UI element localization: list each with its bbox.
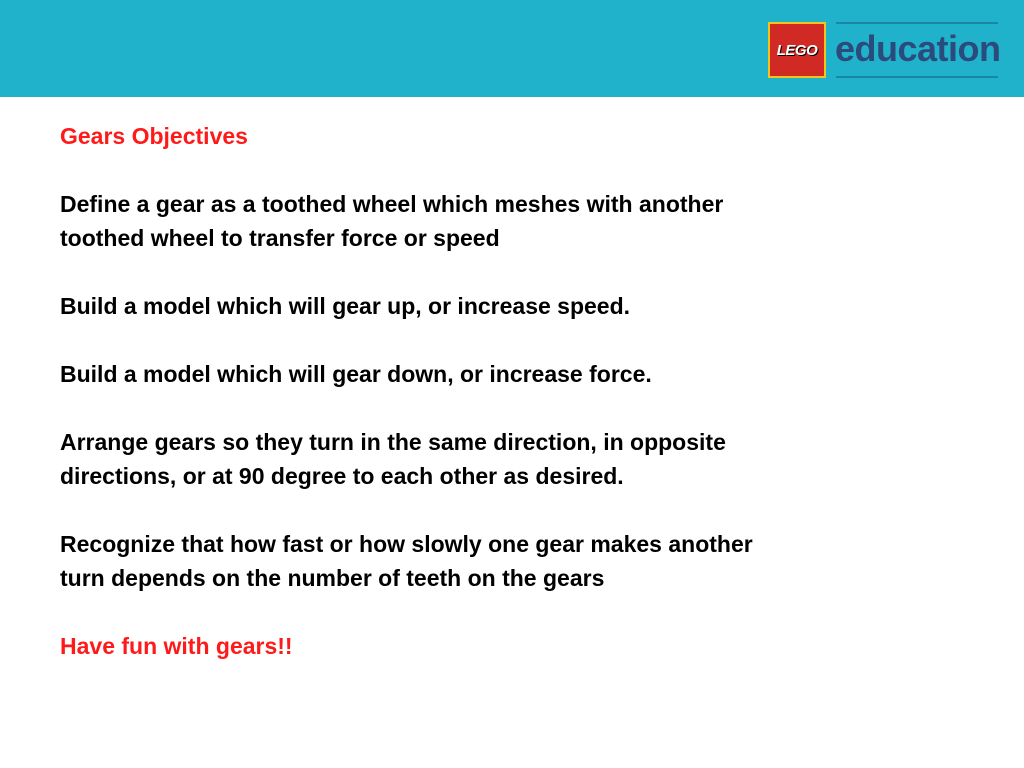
spacer bbox=[60, 595, 960, 629]
objective-line: turn depends on the number of teeth on the gears bbox=[60, 565, 605, 591]
objective-item bbox=[60, 187, 960, 255]
lego-logo-box bbox=[768, 22, 826, 78]
objective-item bbox=[60, 289, 960, 323]
objective-item bbox=[60, 425, 960, 493]
education-wordmark: education bbox=[835, 28, 1001, 69]
spacer bbox=[60, 493, 960, 527]
spacer bbox=[60, 255, 960, 289]
objective-line: toothed wheel to transfer force or speed bbox=[60, 225, 500, 251]
objective-line: Arrange gears so they turn in the same direction, in opposite bbox=[60, 429, 726, 455]
slide-content bbox=[60, 119, 960, 663]
objective-item bbox=[60, 527, 960, 595]
objective-line: Recognize that how fast or how slowly one gear makes another bbox=[60, 531, 753, 557]
wordmark-top-rule bbox=[836, 22, 998, 24]
spacer bbox=[60, 391, 960, 425]
objective-line: Build a model which will gear up, or increase speed. bbox=[60, 293, 631, 319]
header-band bbox=[0, 0, 1024, 97]
lego-logo-text: LEGO bbox=[776, 41, 818, 59]
spacer bbox=[60, 323, 960, 357]
wordmark-bottom-rule bbox=[836, 76, 998, 78]
slide-title: Gears Objectives bbox=[60, 123, 248, 149]
objective-line: Build a model which will gear down, or increase force. bbox=[60, 361, 652, 387]
objective-line: Define a gear as a toothed wheel which meshes with another bbox=[60, 191, 724, 217]
lego-education-logo bbox=[768, 22, 1001, 80]
objective-line: directions, or at 90 degree to each other as desired. bbox=[60, 463, 624, 489]
closing-line: Have fun with gears!! bbox=[60, 633, 293, 659]
spacer bbox=[60, 153, 960, 187]
objective-item bbox=[60, 357, 960, 391]
